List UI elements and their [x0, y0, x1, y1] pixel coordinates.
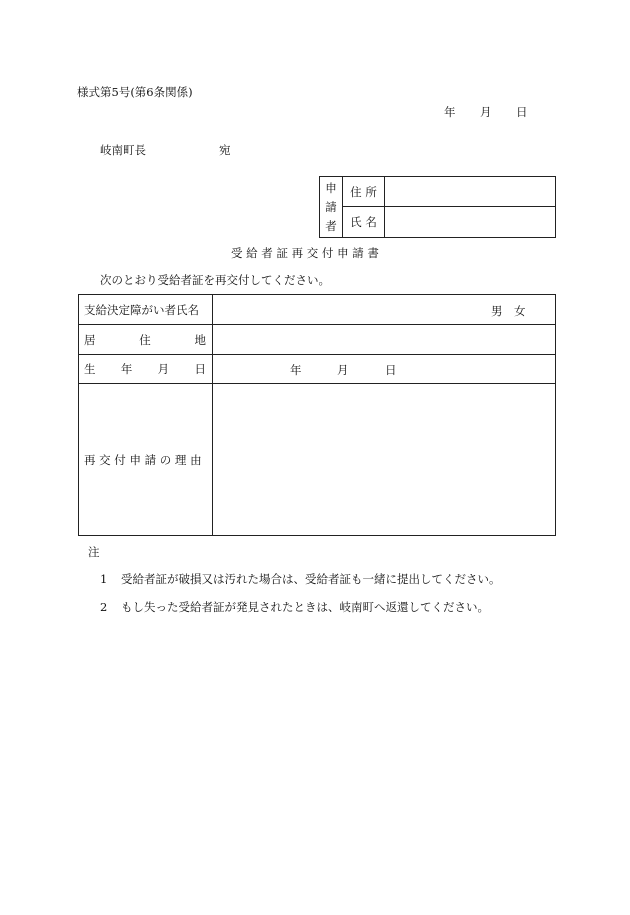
form-title: 受 給 者 証 再 交 付 申 請 書	[231, 246, 379, 260]
name-label: 氏 名	[350, 215, 377, 229]
date-day: 日	[516, 105, 528, 119]
sex-options: 男 女	[491, 304, 526, 318]
address-field[interactable]	[385, 177, 555, 206]
date-month: 月	[480, 105, 492, 119]
birthdate-label-char-4: 日	[194, 362, 206, 376]
birthdate-label	[84, 355, 206, 383]
residence-label-char-1: 居	[84, 332, 96, 347]
address-label: 住 所	[350, 184, 377, 199]
note-text: 受給者証が破損又は汚れた場合は、受給者証も一緒に提出してください。	[120, 572, 501, 586]
residence-label	[84, 325, 206, 354]
applicant-label-char-3: 者	[325, 218, 337, 233]
birthdate-label-char-2: 年	[120, 362, 133, 376]
applicant-label-char-1: 申	[325, 181, 337, 196]
birthdate-label-char-3: 月	[157, 362, 170, 376]
note-number: 2	[100, 600, 108, 614]
beneficiary-name-label: 支給決定障がい者氏名	[84, 302, 199, 317]
form-number: 様式第5号(第6条関係)	[77, 85, 193, 99]
reason-label: 再 交 付 申 請 の 理 由	[84, 452, 202, 467]
note-number: 1	[100, 572, 108, 586]
note-item-1	[100, 571, 500, 587]
birthdate-year: 年	[290, 363, 302, 377]
note-text: もし失った受給者証が発見されたときは、岐南町へ返還してください。	[120, 600, 489, 614]
birthdate-day: 日	[385, 363, 397, 377]
reason-field[interactable]	[213, 384, 555, 535]
note-item-2	[100, 599, 489, 615]
intro-text: 次のとおり受給者証を再交付してください。	[100, 273, 330, 287]
birthdate-label-char-1: 生	[84, 362, 96, 376]
residence-label-char-3: 地	[194, 332, 206, 347]
birthdate-field[interactable]	[213, 355, 555, 383]
applicant-vertical-label	[320, 177, 342, 237]
residence-label-char-2: 住	[139, 332, 151, 347]
addressee-name: 岐南町長	[100, 143, 146, 157]
residence-field[interactable]	[213, 325, 555, 354]
applicant-label-char-2: 請	[325, 199, 337, 214]
birthdate-month: 月	[337, 363, 349, 377]
addressee-suffix: 宛	[219, 143, 231, 157]
notes-heading: 注	[88, 545, 100, 559]
name-field[interactable]	[385, 207, 555, 237]
date-year: 年	[444, 105, 456, 119]
